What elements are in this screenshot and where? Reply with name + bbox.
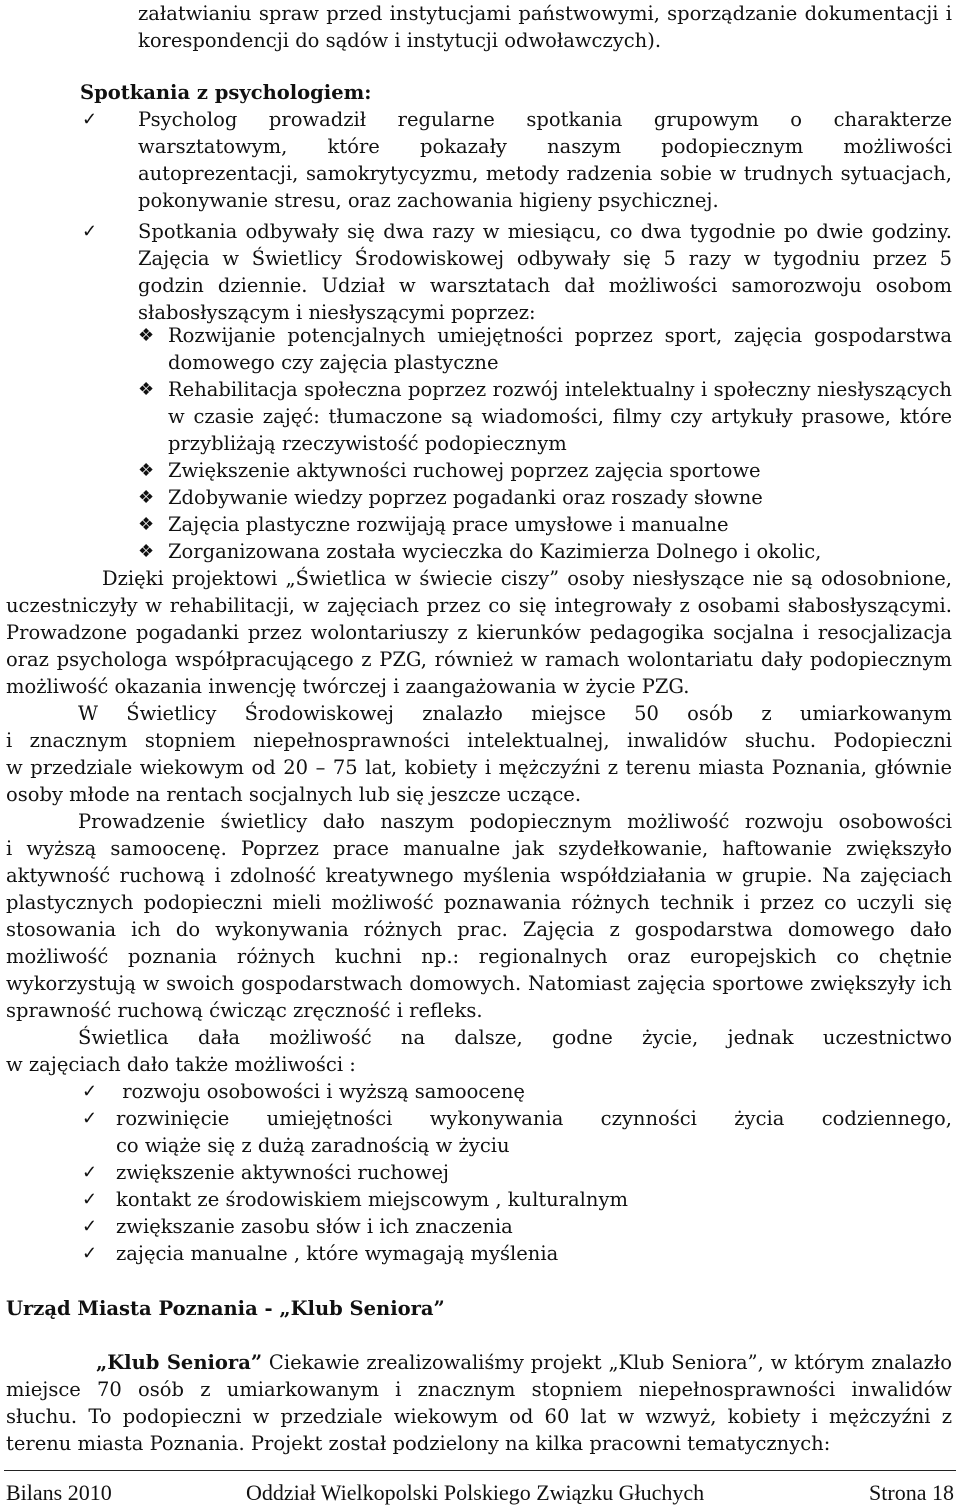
- text-line: rozwinięcie umiejętności wykonywania czynności życia codziennego,: [116, 1107, 952, 1130]
- section-heading-klub-seniora: Urząd Miasta Poznania - „Klub Seniora”: [6, 1297, 445, 1320]
- footer-center: Oddział Wielkopolski Polskiego Związku Głuchych: [246, 1480, 705, 1505]
- text-line: osoby młode na rentach socjalnych lub się jeszcze uczące.: [6, 783, 582, 806]
- text-line: co wiąże się z dużą zaradnością w życiu: [116, 1134, 510, 1157]
- text-line: Prowadzenie świetlicy dało naszym podopiecznym możliwość rozwoju osobowości: [78, 810, 952, 833]
- text-line: w zajęciach dało także możliwości :: [6, 1053, 356, 1076]
- text-line: Dzięki projektowi „Świetlica w świecie ciszy” osoby niesłyszące nie są odosobnione,: [102, 567, 952, 590]
- text-line: Psycholog prowadził regularne spotkania grupowym o charakterze: [138, 108, 952, 131]
- text-line: zajęcia manualne , które wymagają myślenia: [116, 1242, 559, 1265]
- bold-lead: „Klub Seniora”: [96, 1351, 263, 1374]
- text-line: w czasie zajęć: tłumaczone są wiadomości, filmy czy artykuły prasowe, które: [168, 405, 952, 428]
- text-line: słuchu. To podopieczni w przedziale wiekowym od 60 lat w wzwyż, kobiety i mężczyźni z: [6, 1405, 952, 1428]
- diamond-bullet-icon: ❖: [138, 487, 155, 508]
- text-line: plastycznych podopieczni mieli możliwość poznawania różnych technik i przez co uczyli się: [6, 891, 952, 914]
- check-icon: ✓: [82, 221, 98, 242]
- text-line: pokonywanie stresu, oraz zachowania higieny psychicznej.: [138, 189, 719, 212]
- text-line: terenu miasta Poznania. Projekt został podzielony na kilka pracowni tematycznych:: [6, 1432, 831, 1455]
- check-icon: ✓: [82, 109, 98, 130]
- text-line: przybliżają rzeczywistość podopiecznym: [168, 432, 567, 455]
- text-line: Prowadzone pogadanki przez wolontariuszy z kierunków pedagogika socjalna i resocjalizacja: [6, 621, 952, 644]
- diamond-bullet-icon: ❖: [138, 379, 155, 400]
- text-line: autoprezentacji, samokrytycyzmu, metody radzenia sobie w trudnych sytuacjach,: [138, 162, 952, 185]
- text-line: warsztatowym, które pokazały naszym podopiecznym możliwości: [138, 135, 952, 158]
- footer-page-number: Strona 18: [869, 1480, 954, 1505]
- text-line: godzin dziennie. Udział w warsztatach dał możliwości samorozwoju osobom: [138, 274, 952, 297]
- text-line: Świetlica dała możliwość na dalsze, godne życie, jednak uczestnictwo: [78, 1026, 952, 1049]
- check-icon: ✓: [82, 1216, 98, 1237]
- section-heading-psychologist: Spotkania z psychologiem:: [80, 81, 372, 104]
- text-line: domowego czy zajęcia plastyczne: [168, 351, 499, 374]
- text-line: i znacznym stopniem niepełnosprawności intelektualnej, inwalidów słuchu. Podopieczni: [6, 729, 952, 752]
- text-line: Zdobywanie wiedzy poprzez pogadanki oraz roszady słowne: [168, 486, 763, 509]
- text-line: uczestniczyły w rehabilitacji, w zajęciach przez co się integrowały z osobami słabosłyszącymi.: [6, 594, 952, 617]
- text-line: [96, 1349, 952, 1376]
- text-line: rozwoju osobowości i wyższą samoocenę: [116, 1080, 525, 1103]
- text-line: kontakt ze środowiskiem miejscowym , kulturalnym: [116, 1188, 628, 1211]
- check-icon: ✓: [82, 1081, 98, 1102]
- text-line: zwiększenie aktywności ruchowej: [116, 1161, 449, 1184]
- text-line: w przedziale wiekowym od 20 – 75 lat, kobiety i mężczyźni z terenu miasta Poznania, głównie: [6, 756, 952, 779]
- text-line: zwiększanie zasobu słów i ich znaczenia: [116, 1215, 513, 1238]
- text-line: Rozwijanie potencjalnych umiejętności poprzez sport, zajęcia gospodarstwa: [168, 324, 952, 347]
- text-line: Zwiększenie aktywności ruchowej poprzez zajęcia sportowe: [168, 459, 761, 482]
- text-line: miejsce 70 osób z umiarkowanym i znacznym stopniem niepełnosprawności inwalidów: [6, 1378, 952, 1401]
- diamond-bullet-icon: ❖: [138, 325, 155, 346]
- text-line: Zajęcia plastyczne rozwijają prace umysłowe i manualne: [168, 513, 729, 536]
- text-line: W Świetlicy Środowiskowej znalazło miejsce 50 osób z umiarkowanym: [78, 702, 952, 725]
- text-line: i wyższą samoocenę. Poprzez prace manualne jak szydełkowanie, haftowanie zwiększyło: [6, 837, 952, 860]
- text-line: korespondencji do sądów i instytucji odwoławczych).: [138, 29, 662, 52]
- text-span: Ciekawie zrealizowaliśmy projekt „Klub Seniora”, w którym znalazło: [262, 1351, 952, 1374]
- diamond-bullet-icon: ❖: [138, 460, 155, 481]
- text-line: sprawność ruchową ćwicząc zręczność i refleks.: [6, 999, 483, 1022]
- footer-divider: [4, 1470, 956, 1471]
- text-line: Zorganizowana została wycieczka do Kazimierza Dolnego i okolic,: [168, 540, 822, 563]
- text-line: słabosłyszącym i niesłyszącymi poprzez:: [138, 301, 536, 324]
- text-line: Rehabilitacja społeczna poprzez rozwój intelektualny i społeczny niesłyszących: [168, 378, 952, 401]
- text-line: możliwość poznania różnych kuchni np.: regionalnych oraz europejskich co chętnie: [6, 945, 952, 968]
- diamond-bullet-icon: ❖: [138, 541, 155, 562]
- text-line: Spotkania odbywały się dwa razy w miesiącu, co dwa tygodnie po dwie godziny.: [138, 220, 952, 243]
- text-line: możliwość okazania inwencję twórczej i zaangażowania w życie PZG.: [6, 675, 690, 698]
- text-line: aktywność ruchową i zdolność kreatywnego myślenia współdziałania w grupie. Na zajęciach: [6, 864, 952, 887]
- text-line: stosowania ich do wykonywania różnych prac. Zajęcia z gospodarstwa domowego dało: [6, 918, 952, 941]
- check-icon: ✓: [82, 1108, 98, 1129]
- text-line: Zajęcia w Świetlicy Środowiskowej odbywały się 5 razy w tygodniu przez 5: [138, 247, 952, 270]
- check-icon: ✓: [82, 1243, 98, 1264]
- text-line: oraz psychologa współpracującego z PZG, również w ramach wolontariatu dały podopiecznym: [6, 648, 952, 671]
- check-icon: ✓: [82, 1162, 98, 1183]
- text-line: załatwianiu spraw przed instytucjami państwowymi, sporządzanie dokumentacji i: [138, 2, 952, 25]
- text-line: wykorzystują w swoich gospodarstwach domowych. Natomiast zajęcia sportowe zwiększyły ich: [6, 972, 952, 995]
- footer-left: Bilans 2010: [6, 1480, 112, 1505]
- check-icon: ✓: [82, 1189, 98, 1210]
- diamond-bullet-icon: ❖: [138, 514, 155, 535]
